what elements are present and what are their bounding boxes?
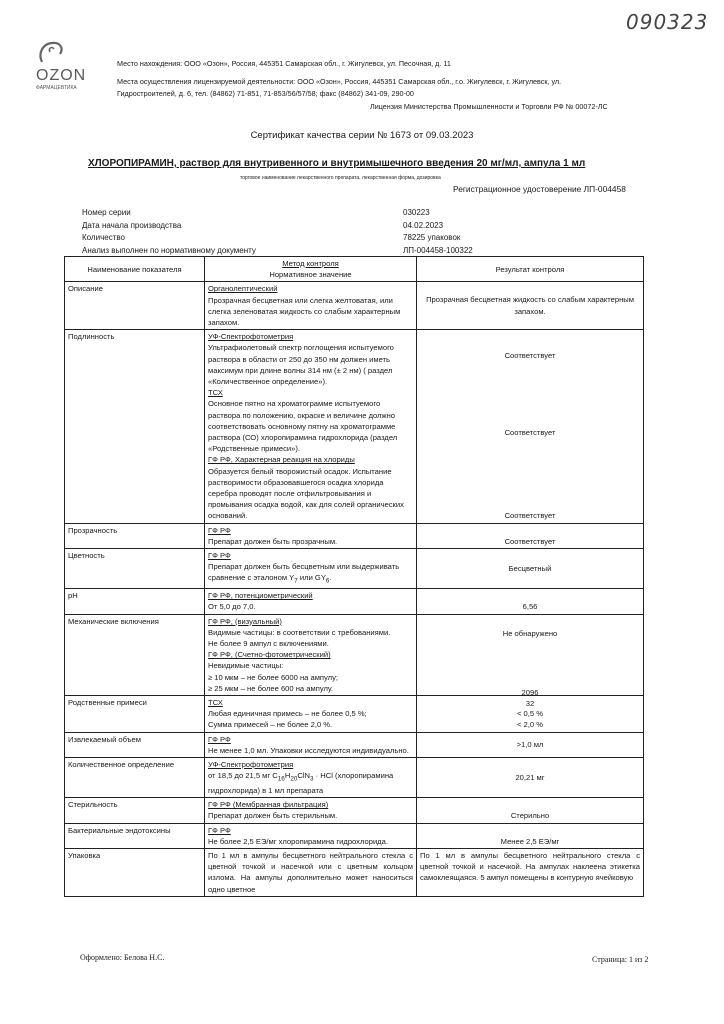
row-name: Цветность — [65, 549, 205, 589]
method-label: ГФ РФ, Характерная реакция на хлориды — [208, 455, 355, 465]
meta-label-document: Анализ выполнен по нормативному документу — [82, 245, 256, 255]
method-label: ГФ РФ (Мембранная фильтрация) — [208, 800, 329, 810]
result-single: < 0,5 % — [517, 709, 543, 719]
norm-text: ≥ 25 мкм – не более 600 на ампулу. — [208, 683, 334, 693]
row-method-norm — [205, 732, 417, 757]
norm-text: Не более 2,5 ЕЭ/мг хлоропирамина гидрохлорида. — [208, 836, 388, 846]
row-name: Упаковка — [65, 848, 205, 896]
norm-text: ≥ 10 мкм – не более 6000 на ампулу; — [208, 672, 339, 682]
handwritten-batch-note: 090323 — [626, 10, 709, 34]
footer-page-number: Страница: 1 из 2 — [592, 955, 649, 964]
table-row-volume — [65, 732, 644, 757]
row-method-norm — [205, 589, 417, 614]
method-label: ГФ РФ, потенциометрический — [208, 591, 313, 601]
row-result: 6,56 — [417, 589, 644, 614]
norm-text: Препарат должен быть стерильным. — [208, 811, 338, 821]
row-name: Бактериальные эндотоксины — [65, 823, 205, 848]
norm-text: Основное пятно на хроматограмме испытуемого раствора по положению, окраске и величине должно соответствовать основному пятну на хроматограмме раствора (СО) хлоропирамина гидрохлорида (раздел «Родственные примеси»). — [208, 399, 398, 454]
table-row-color — [65, 549, 644, 589]
meta-value-quantity: 78225 упаковок — [403, 233, 461, 242]
norm-text: От 5,0 до 7,0. — [208, 602, 256, 612]
row-method-norm — [205, 282, 417, 330]
header-method-label: Метод контроля — [282, 259, 339, 268]
header-license: Лицензия Министерства Промышленности и Торговли РФ № 00072-ЛС — [370, 102, 608, 111]
row-method-norm — [205, 330, 417, 523]
header-norm-label: Нормативное значение — [269, 270, 352, 280]
method-label: ГФ РФ, (визуальный) — [208, 616, 282, 626]
norm-text: Сумма примесей – не более 2,0 %. — [208, 720, 333, 730]
meta-value-date: 04.02.2023 — [403, 220, 444, 230]
row-result: По 1 мл в ампулы бесцветного нейтрального стекла с цветной точкой и насечкой. На ампулах наклеена этикетка самоклеящаяся. 5 ампул помещены в контурную ячейковую — [417, 848, 644, 896]
method-label: ГФ РФ, (Счетно-фотометрический) — [208, 650, 331, 660]
meta-values — [403, 207, 473, 257]
row-norm: По 1 мл в ампулы бесцветного нейтрального стекла с цветной точкой и насечкой или с цветным кольцом излома. На ампулы дополнительно может наноситься одно цветное — [205, 848, 417, 896]
row-name: Механические включения — [65, 614, 205, 695]
quality-table — [64, 256, 644, 897]
certificate-title: Сертификат качества серии № 1673 от 09.03.2023 — [250, 130, 474, 141]
row-result: Стерильно — [417, 798, 644, 823]
row-result: >1,0 мл — [417, 732, 644, 757]
header-location: Место нахождения: ООО «Озон», Россия, 445351 Самарская обл., г. Жигулевск, ул. Песочная, д. 11 — [117, 59, 451, 68]
table-row-packaging — [65, 848, 644, 896]
norm-text: от 18,5 до 21,5 мг $C_{16}H_{20}ClN_3$ · HCl (хлоропирамина гидрохлорида) в 1 мл препарата — [208, 771, 394, 795]
result-10um: 2096 — [521, 687, 539, 697]
norm-text: Любая единичная примесь – не более 0,5 %; — [208, 709, 367, 719]
row-name: Извлекаемый объем — [65, 732, 205, 757]
meta-value-document: ЛП-004458-100322 — [403, 245, 473, 255]
method-label: ГФ РФ — [208, 734, 231, 744]
norm-text: Не более 9 ампул с включениями. — [208, 639, 329, 649]
norm-text: Прозрачная бесцветная или слегка желтоватая, или слегка зеленоватая жидкость со слабым характерным запахом. — [208, 295, 401, 328]
company-logo — [36, 40, 116, 91]
row-result: Соответствует — [417, 523, 644, 548]
meta-label-series: Номер серии — [82, 208, 131, 217]
result-tlc: Соответствует — [504, 428, 556, 438]
row-result: 20,21 мг — [417, 758, 644, 798]
table-header-row — [65, 257, 644, 282]
method-label: ТСХ — [208, 698, 223, 708]
row-result — [417, 330, 644, 523]
method-label: ТСХ — [208, 388, 223, 398]
registration-number: Регистрационное удостоверение ЛП-004458 — [453, 184, 626, 194]
method-label: ГФ РФ — [208, 551, 231, 561]
row-name: Подлинность — [65, 330, 205, 523]
table-row-assay — [65, 758, 644, 798]
row-method-norm — [205, 696, 417, 733]
row-method-norm — [205, 823, 417, 848]
row-method-norm — [205, 758, 417, 798]
norm-text: Препарат должен быть бесцветным или выдерживать сравнение с эталоном $Y_7$ или $GY_6$. — [208, 562, 400, 585]
row-name: Описание — [65, 282, 205, 330]
row-method-norm — [205, 523, 417, 548]
method-label: УФ-Спектрофотометрия — [208, 332, 294, 342]
logo-text: OZON — [36, 67, 87, 84]
result-visible: Не обнаружено — [502, 628, 558, 638]
method-label: УФ-Спектрофотометрия — [208, 760, 294, 770]
header-cell-result: Результат контроля — [417, 257, 644, 282]
product-title: ХЛОРОПИРАМИН, раствор для внутривенного и внутримышечного введения 20 мг/мл, ампула 1 мл — [88, 158, 586, 169]
row-result — [417, 614, 644, 708]
table-row-transparency — [65, 523, 644, 548]
result-uv: Соответствует — [504, 351, 556, 361]
product-subtitle: торговое наименование лекарственного препарата, лекарственная форма, дозировка — [240, 175, 441, 181]
table-row-identity — [65, 330, 644, 523]
norm-text: Видимые частицы: в соответствии с требованиями. — [208, 627, 391, 637]
meta-labels — [82, 207, 256, 257]
header-contacts: Гидростроителей, д. 6, тел. (84862) 71-851, 71-853/56/57/58; факс (84862) 341-09, 290-00 — [117, 89, 414, 98]
footer-prepared-by: Оформлено: Белова Н.С. — [80, 953, 165, 962]
meta-label-date: Дата начала производства — [82, 220, 182, 230]
method-label: Органолептический — [208, 284, 278, 294]
logo-mark-icon — [36, 40, 76, 66]
norm-text: Невидимые частицы: — [208, 661, 284, 671]
logo-subtitle: ФАРМАЦЕВТИКА — [36, 85, 77, 91]
row-result: Менее 2,5 ЕЭ/мг — [417, 823, 644, 848]
table-row-ph — [65, 589, 644, 614]
row-name: Прозрачность — [65, 523, 205, 548]
row-result: Прозрачная бесцветная жидкость со слабым характерным запахом. — [417, 282, 644, 330]
row-method-norm — [205, 549, 417, 589]
table-row-description — [65, 282, 644, 330]
result-25um: 32 — [525, 698, 535, 708]
norm-text: Ультрафиолетовый спектр поглощения испытуемого раствора в области от 250 до 350 нм должен иметь максимум при длине волны 314 нм (± 2 нм) ( раздел «Количественное определение»). — [208, 343, 394, 387]
result-chlorides: Соответствует — [504, 511, 556, 521]
norm-text: Образуется белый творожистый осадок. Испытание растворимости образовавшегося осадка хлорида серебра проводят после отфильтровывания и промывания осадка водой, как для солей органических оснований. — [208, 466, 404, 521]
method-label: ГФ РФ — [208, 525, 231, 535]
method-label: ГФ РФ — [208, 825, 231, 835]
result-sum: < 2,0 % — [517, 720, 543, 730]
norm-text: Не менее 1,0 мл. Упаковки исследуются индивидуально. — [208, 745, 409, 755]
header-cell-name: Наименование показателя — [65, 257, 205, 282]
meta-label-quantity: Количество — [82, 233, 125, 242]
row-name: Количественное определение — [65, 758, 205, 798]
header-cell-method — [205, 257, 417, 282]
row-method-norm — [205, 798, 417, 823]
table-row-endotoxins — [65, 823, 644, 848]
table-row-sterility — [65, 798, 644, 823]
meta-value-series: 030223 — [403, 208, 430, 217]
row-name: Стерильность — [65, 798, 205, 823]
norm-text: Препарат должен быть прозрачным. — [208, 536, 338, 546]
row-method-norm — [205, 614, 417, 695]
row-name: Родственные примеси — [65, 696, 205, 733]
table-row-particles — [65, 614, 644, 695]
header-license-places: Места осуществления лицензируемой деятельности: ООО «Озон», Россия, 445351 Самарская обл., г.о. Жигулевск, г. Жигулевск, ул. — [117, 77, 562, 86]
row-result: Бесцветный — [417, 549, 644, 589]
row-name: pH — [65, 589, 205, 614]
